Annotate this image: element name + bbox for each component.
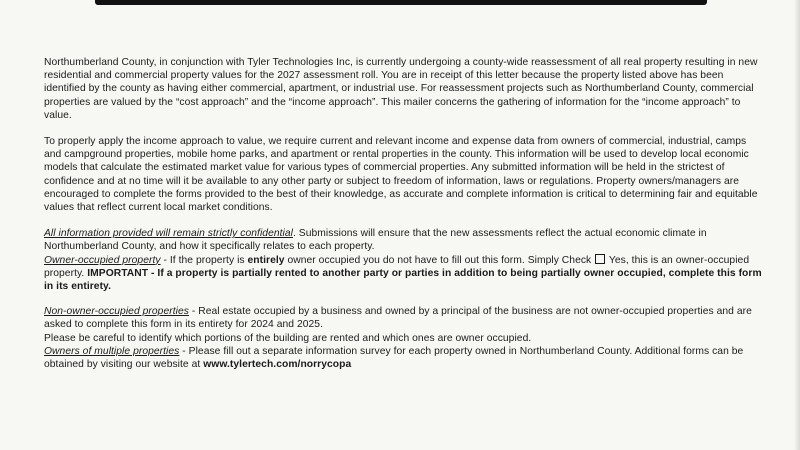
careful-paragraph: Please be careful to identify which portions of the building are rented and which ones are owner occupied. bbox=[44, 332, 532, 344]
owner-occupied-text-b: owner occupied you do not have to fill out this form. Simply Check bbox=[284, 254, 595, 266]
page-edge-shadow bbox=[794, 0, 800, 450]
multiple-properties-text: - Please fill out a separate information survey for each property owned in Northumberland County. Additional forms can be obtained by visiting our website at bbox=[44, 345, 744, 371]
website-link[interactable]: www.tylertech.com/norrycopa bbox=[203, 359, 352, 371]
multiple-properties-paragraph bbox=[44, 345, 764, 371]
owner-occupied-checkbox[interactable] bbox=[595, 254, 605, 264]
letter-body bbox=[44, 56, 764, 371]
intro-paragraph: Northumberland County, in conjunction with Tyler Technologies Inc, is currently undergoing a county-wide reassessment of all real property resulting in new residential and commercial property values for the 2027 assessment roll. You are in receipt of this letter because the property listed above has been identified by the county as having either commercial, apartment, or industrial use. For reassessment projects such as Northumberland County, commercial properties are valued by the “cost approach” and the “income approach”. This mailer concerns the gathering of information for the “income approach” to value. bbox=[44, 57, 758, 121]
confidential-heading: All information provided will remain strictly confidential bbox=[44, 228, 293, 240]
multiple-properties-heading: Owners of multiple properties bbox=[44, 345, 180, 357]
non-owner-occupied-text: - Real estate occupied by a business and owned by a principal of the business are not owner-occupied properties and are asked to complete this form in its entirety for 2024 and 2025. bbox=[44, 306, 752, 331]
confidential-paragraph bbox=[44, 227, 764, 253]
owner-occupied-text-a: - If the property is bbox=[160, 254, 248, 266]
owner-occupied-text-c: Yes, this is an owner-occupied property. bbox=[44, 254, 750, 279]
income-approach-paragraph: To properly apply the income approach to value, we require current and relevant income and expense data from owners of commercial, industrial, camps and campground properties, mobile home parks, and apartment or rental properties in the county. This information will be used to develop local economic models that calculate the estimated market value for various types of commercial properties. Any submitted information will be held in the strictest of confidence and at no time will it be available to any other party or subject to freedom of information, laws or regulations. Property owners/managers are encouraged to complete the forms provided to the best of their knowledge, as accurate and complete information is critical to determining fair and equitable values that reflect current local market conditions. bbox=[44, 136, 758, 214]
owner-occupied-important: IMPORTANT - If a property is partially rented to another party or parties in addition to being partially owner occupied, complete this form in its entirety. bbox=[44, 267, 762, 293]
confidential-text: . Submissions will ensure that the new assessments reflect the actual economic climate in Northumberland County, and how it specifically relates to each property. bbox=[44, 228, 707, 253]
top-dark-bar bbox=[95, 0, 707, 5]
non-owner-occupied-heading: Non-owner-occupied properties bbox=[44, 306, 189, 318]
owner-occupied-heading: Owner-occupied property bbox=[44, 254, 161, 266]
owner-occupied-paragraph bbox=[44, 254, 764, 294]
non-owner-occupied-paragraph bbox=[44, 305, 764, 331]
owner-occupied-bold-entirely: entirely bbox=[247, 254, 285, 266]
